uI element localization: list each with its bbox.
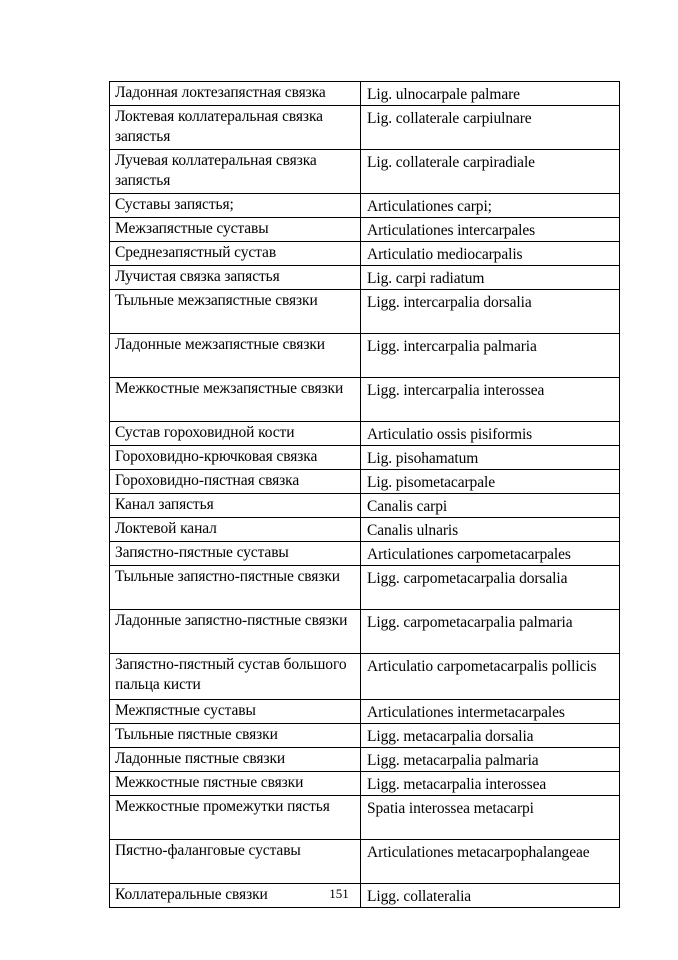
latin-term: Articulationes carpometacarpales xyxy=(361,542,620,566)
latin-term: Articulatio mediocarpalis xyxy=(361,242,620,266)
latin-term: Articulatio carpometacarpalis pollicis xyxy=(361,654,620,700)
latin-term: Articulationes intermetacarpales xyxy=(361,700,620,724)
russian-term: Ладонные запястно-пястные связки xyxy=(110,610,361,654)
table-row xyxy=(110,290,620,334)
latin-term: Canalis ulnaris xyxy=(361,518,620,542)
russian-term: Запястно-пястные суставы xyxy=(110,542,361,566)
table-row xyxy=(110,700,620,724)
latin-term: Ligg. carpometacarpalia palmaria xyxy=(361,610,620,654)
russian-term: Канал запястья xyxy=(110,494,361,518)
latin-term: Articulationes carpi; xyxy=(361,194,620,218)
russian-term: Суставы запястья; xyxy=(110,194,361,218)
table-row xyxy=(110,840,620,884)
russian-term: Запястно-пястный сустав большого пальца кисти xyxy=(110,654,361,700)
terminology-table-body xyxy=(110,82,620,908)
russian-term: Пястно-фаланговые суставы xyxy=(110,840,361,884)
latin-term: Lig. pisometacarpale xyxy=(361,470,620,494)
latin-term: Lig. pisohamatum xyxy=(361,446,620,470)
table-row xyxy=(110,542,620,566)
russian-term: Ладонная локтезапястная связка xyxy=(110,82,361,106)
latin-term: Ligg. intercarpalia palmaria xyxy=(361,334,620,378)
latin-term: Canalis carpi xyxy=(361,494,620,518)
table-row xyxy=(110,378,620,422)
latin-term: Lig. collaterale carpiradiale xyxy=(361,150,620,194)
table-row xyxy=(110,566,620,610)
table-row xyxy=(110,796,620,840)
table-row xyxy=(110,772,620,796)
russian-term: Тыльные запястно-пястные связки xyxy=(110,566,361,610)
russian-term: Лучистая связка запястья xyxy=(110,266,361,290)
russian-term: Лучевая коллатеральная связка запястья xyxy=(110,150,361,194)
latin-term: Ligg. metacarpalia dorsalia xyxy=(361,724,620,748)
russian-term: Гороховидно-крючковая связка xyxy=(110,446,361,470)
table-row xyxy=(110,518,620,542)
latin-term: Ligg. collateralia xyxy=(361,884,620,908)
latin-term: Lig. collaterale carpiulnare xyxy=(361,106,620,150)
table-row xyxy=(110,106,620,150)
table-row xyxy=(110,446,620,470)
latin-term: Articulatio ossis pisiformis xyxy=(361,422,620,446)
russian-term: Тыльные межзапястные связки xyxy=(110,290,361,334)
russian-term: Локтевой канал xyxy=(110,518,361,542)
russian-term: Гороховидно-пястная связка xyxy=(110,470,361,494)
table-row xyxy=(110,470,620,494)
latin-term: Lig. carpi radiatum xyxy=(361,266,620,290)
russian-term: Коллатеральные связки xyxy=(110,884,361,908)
table-row xyxy=(110,218,620,242)
table-row xyxy=(110,194,620,218)
table-row xyxy=(110,150,620,194)
russian-term: Межкостные межзапястные связки xyxy=(110,378,361,422)
table-row xyxy=(110,82,620,106)
latin-term: Articulationes intercarpales xyxy=(361,218,620,242)
russian-term: Сустав гороховидной кости xyxy=(110,422,361,446)
russian-term: Локтевая коллатеральная связка запястья xyxy=(110,106,361,150)
table-row xyxy=(110,266,620,290)
latin-term: Ligg. intercarpalia dorsalia xyxy=(361,290,620,334)
latin-term: Ligg. intercarpalia interossea xyxy=(361,378,620,422)
table-row xyxy=(110,334,620,378)
latin-term: Ligg. carpometacarpalia dorsalia xyxy=(361,566,620,610)
table-row xyxy=(110,494,620,518)
russian-term: Межкостные пястные связки xyxy=(110,772,361,796)
table-row xyxy=(110,654,620,700)
russian-term: Межзапястные суставы xyxy=(110,218,361,242)
page-number: 151 xyxy=(329,886,349,901)
russian-term: Межпястные суставы xyxy=(110,700,361,724)
latin-term: Spatia interossea metacarpi xyxy=(361,796,620,840)
russian-term: Тыльные пястные связки xyxy=(110,724,361,748)
terminology-table xyxy=(109,81,620,908)
latin-term: Ligg. metacarpalia palmaria xyxy=(361,748,620,772)
latin-term: Articulationes metacarpophalangeae xyxy=(361,840,620,884)
table-row xyxy=(110,610,620,654)
latin-term: Lig. ulnocarpale palmare xyxy=(361,82,620,106)
russian-term: Ладонные пястные связки xyxy=(110,748,361,772)
table-row xyxy=(110,748,620,772)
latin-term: Ligg. metacarpalia interossea xyxy=(361,772,620,796)
table-row xyxy=(110,724,620,748)
russian-term: Межкостные промежутки пястья xyxy=(110,796,361,840)
table-row xyxy=(110,422,620,446)
russian-term: Среднезапястный сустав xyxy=(110,242,361,266)
table-row xyxy=(110,242,620,266)
russian-term: Ладонные межзапястные связки xyxy=(110,334,361,378)
